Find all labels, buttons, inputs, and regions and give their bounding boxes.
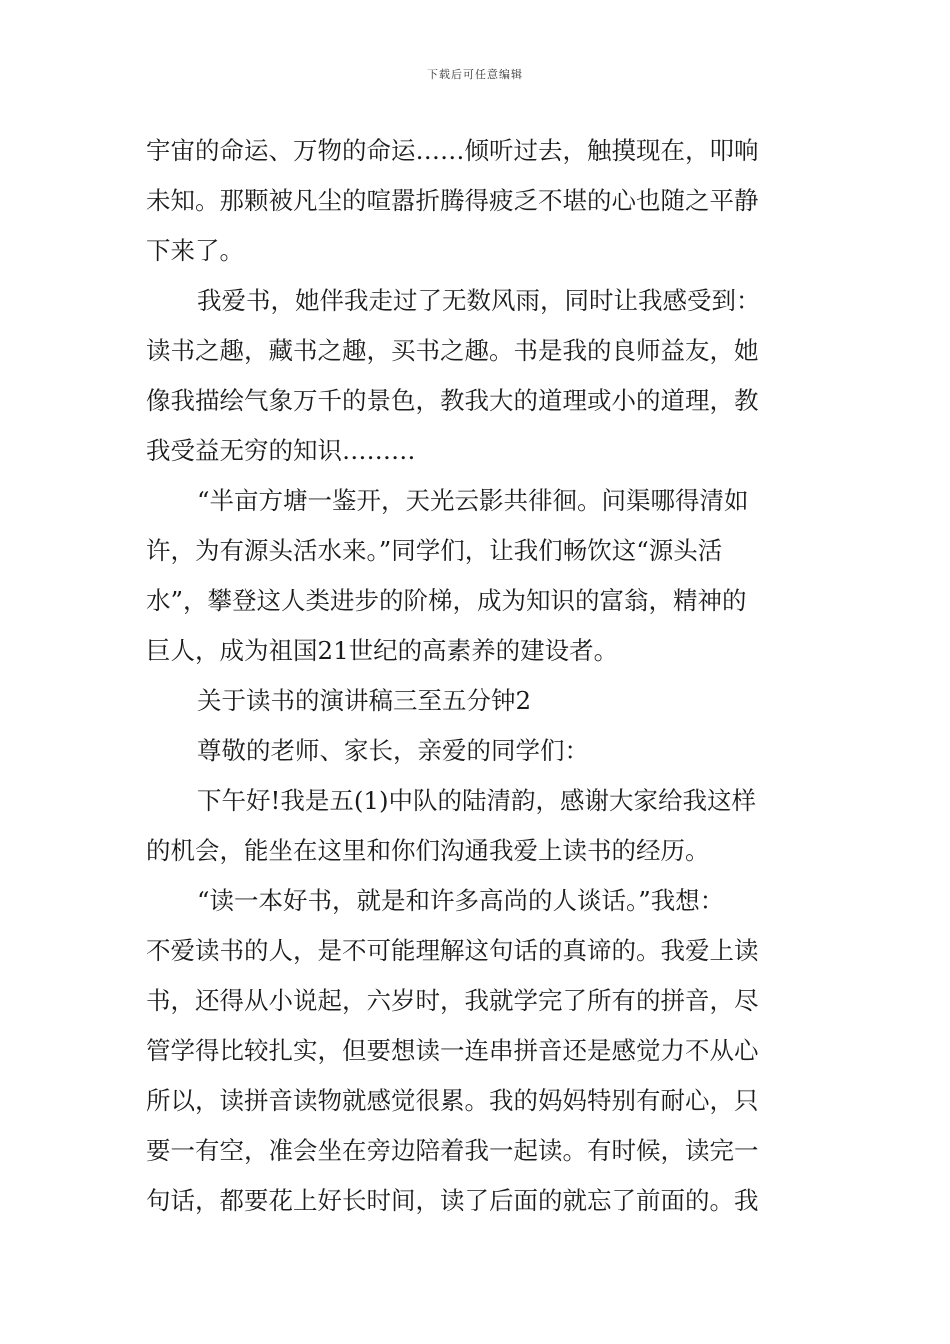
text-line: “读一本好书，就是和许多高尚的人谈话。”我想： [197,886,725,915]
text-line: 许，为有源头活水来。”同学们，让我们畅饮这“源头活 [146,536,723,565]
text-line: 管学得比较扎实，但要想读一连串拼音还是感觉力不从心 [146,1036,759,1065]
document-body [146,126,808,1226]
text-line: 尊敬的老师、家长，亲爱的同学们： [197,736,589,765]
text-line: “半亩方塘一鉴开，天光云影共徘徊。问渠哪得清如 [197,486,749,515]
page-header-note: 下载后可任意编辑 [427,68,523,81]
text-line: 巨人，成为祖国21世纪的高素养的建设者。 [146,636,619,665]
text-line: 未知。那颗被凡尘的喧嚣折腾得疲乏不堪的心也随之平静 [146,186,759,215]
text-line: 我爱书，她伴我走过了无数风雨，同时让我感受到： [197,286,761,315]
text-line: 下来了。 [146,236,244,265]
text-line: 书，还得从小说起，六岁时，我就学完了所有的拼音，尽 [146,986,759,1015]
text-line: 我受益无穷的知识……… [146,436,416,465]
text-line: 宇宙的命运、万物的命运……倾听过去，触摸现在，叩响 [146,136,759,165]
text-line: 的机会，能坐在这里和你们沟通我爱上读书的经历。 [146,836,710,865]
text-line: 下午好!我是五(1)中队的陆清韵，感谢大家给我这样 [197,786,757,815]
text-line: 所以，读拼音读物就感觉很累。我的妈妈特别有耐心，只 [146,1086,759,1115]
text-line: 句话，都要花上好长时间，读了后面的就忘了前面的。我 [146,1186,759,1215]
text-line: 要一有空，准会坐在旁边陪着我一起读。有时候，读完一 [146,1136,759,1165]
text-line: 水”，攀登这人类进步的阶梯，成为知识的富翁，精神的 [146,586,747,615]
text-line: 读书之趣，藏书之趣，买书之趣。书是我的良师益友，她 [146,336,759,365]
text-line: 像我描绘气象万千的景色，教我大的道理或小的道理，教 [146,386,759,415]
text-line: 不爱读书的人，是不可能理解这句话的真谛的。我爱上读 [146,936,759,965]
text-line: 关于读书的演讲稿三至五分钟2 [197,686,532,715]
